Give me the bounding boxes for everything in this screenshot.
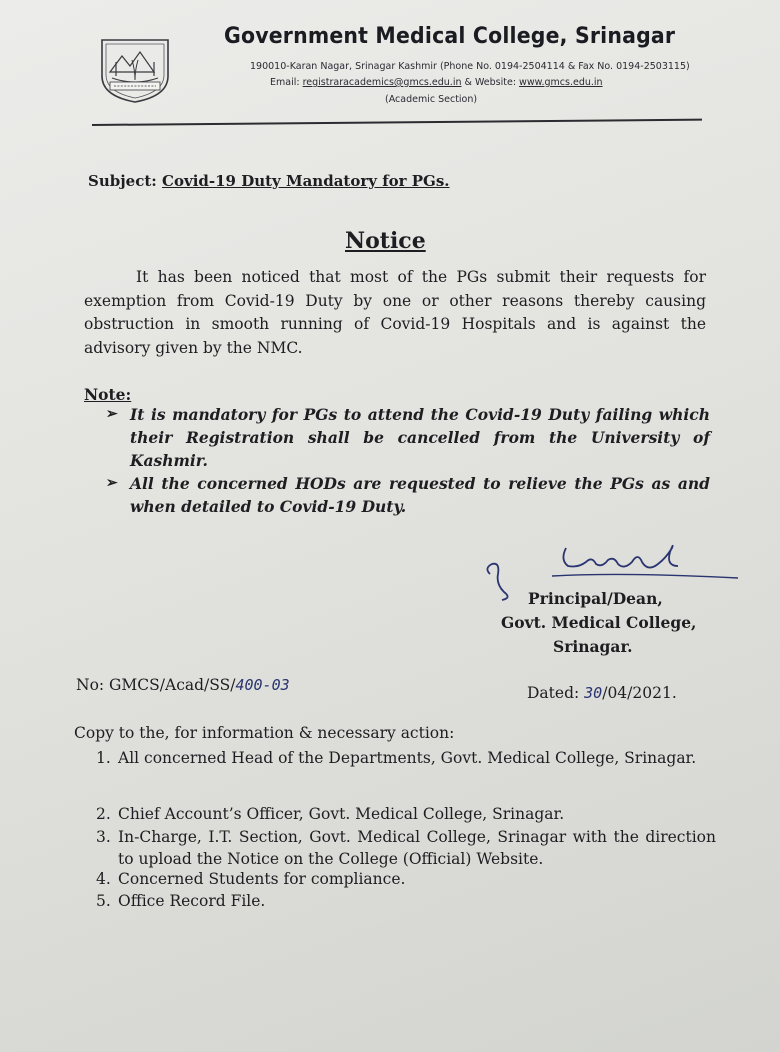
copy-to-number: 5. [96, 892, 111, 910]
copy-to-number: 3. [96, 828, 111, 846]
note-item [106, 472, 710, 518]
note-label: Note: [84, 385, 132, 404]
reference-handwritten: 400-03 [235, 676, 290, 694]
copy-to-text: Office Record File. [118, 892, 266, 910]
reference-prefix: No: GMCS/Acad/SS/ [76, 676, 236, 694]
notice-body-paragraph: It has been noticed that most of the PGs submit their requests for exemption from Covid-19 Duty by one or other reasons thereby causing obstruction in smooth running of Covid-19 Hospitals and is against the advisory given by the NMC. [84, 268, 706, 357]
college-contact-line [270, 77, 603, 88]
email-label: Email: [270, 77, 300, 88]
college-name-heading: Government Medical College, Srinagar [224, 24, 676, 49]
copy-to-item [96, 890, 716, 912]
signatory-designation: Principal/Dean, [528, 589, 663, 608]
copy-to-text: All concerned Head of the Departments, Govt. Medical College, Srinagar. [118, 749, 697, 767]
date-rest: /04/2021. [602, 684, 677, 702]
date-handwritten-day: 30 [584, 684, 603, 702]
copy-to-item [96, 747, 716, 769]
reference-number [76, 676, 290, 694]
subject-line [88, 172, 450, 190]
copy-to-text: Chief Account’s Officer, Govt. Medical College, Srinagar. [118, 805, 565, 823]
header-divider [92, 119, 702, 126]
website-link[interactable]: www.gmcs.edu.in [519, 77, 603, 88]
subject-value: Covid-19 Duty Mandatory for PGs. [162, 172, 450, 190]
copy-to-text: Concerned Students for compliance. [118, 870, 406, 888]
subject-label: Subject: [88, 172, 157, 190]
signatory-city: Srinagar. [553, 637, 633, 656]
arrow-bullet-icon: ➢ [106, 475, 118, 491]
college-crest-logo [96, 36, 174, 104]
copy-to-number: 2. [96, 805, 111, 823]
college-address: 190010-Karan Nagar, Srinagar Kashmir (Phone No. 0194-2504114 & Fax No. 0194-2503115) [250, 61, 690, 72]
copy-to-text: In-Charge, I.T. Section, Govt. Medical College, Srinagar with the direction to upload the Notice on the College (Official) Website. [118, 828, 716, 868]
issue-date [527, 684, 677, 702]
note-item-text: It is mandatory for PGs to attend the Covid-19 Duty failing which their Registration shall be cancelled from the University of Kashmir. [130, 405, 710, 470]
copy-to-item [96, 803, 716, 825]
arrow-bullet-icon: ➢ [106, 406, 118, 422]
notice-heading: Notice [345, 228, 426, 254]
section-name: (Academic Section) [385, 94, 478, 105]
note-item [106, 403, 710, 472]
date-label: Dated: [527, 684, 580, 702]
copy-to-number: 1. [96, 749, 111, 767]
website-label: & Website: [464, 77, 517, 88]
email-link[interactable]: registraracademics@gmcs.edu.in [302, 77, 462, 88]
signatory-institution: Govt. Medical College, [501, 613, 697, 632]
copy-to-item [96, 868, 716, 890]
copy-to-item [96, 826, 716, 870]
copy-to-number: 4. [96, 870, 111, 888]
note-item-text: All the concerned HODs are requested to relieve the PGs as and when detailed to Covid-19 Duty. [130, 474, 710, 516]
copy-to-intro: Copy to the, for information & necessary action: [74, 724, 455, 742]
